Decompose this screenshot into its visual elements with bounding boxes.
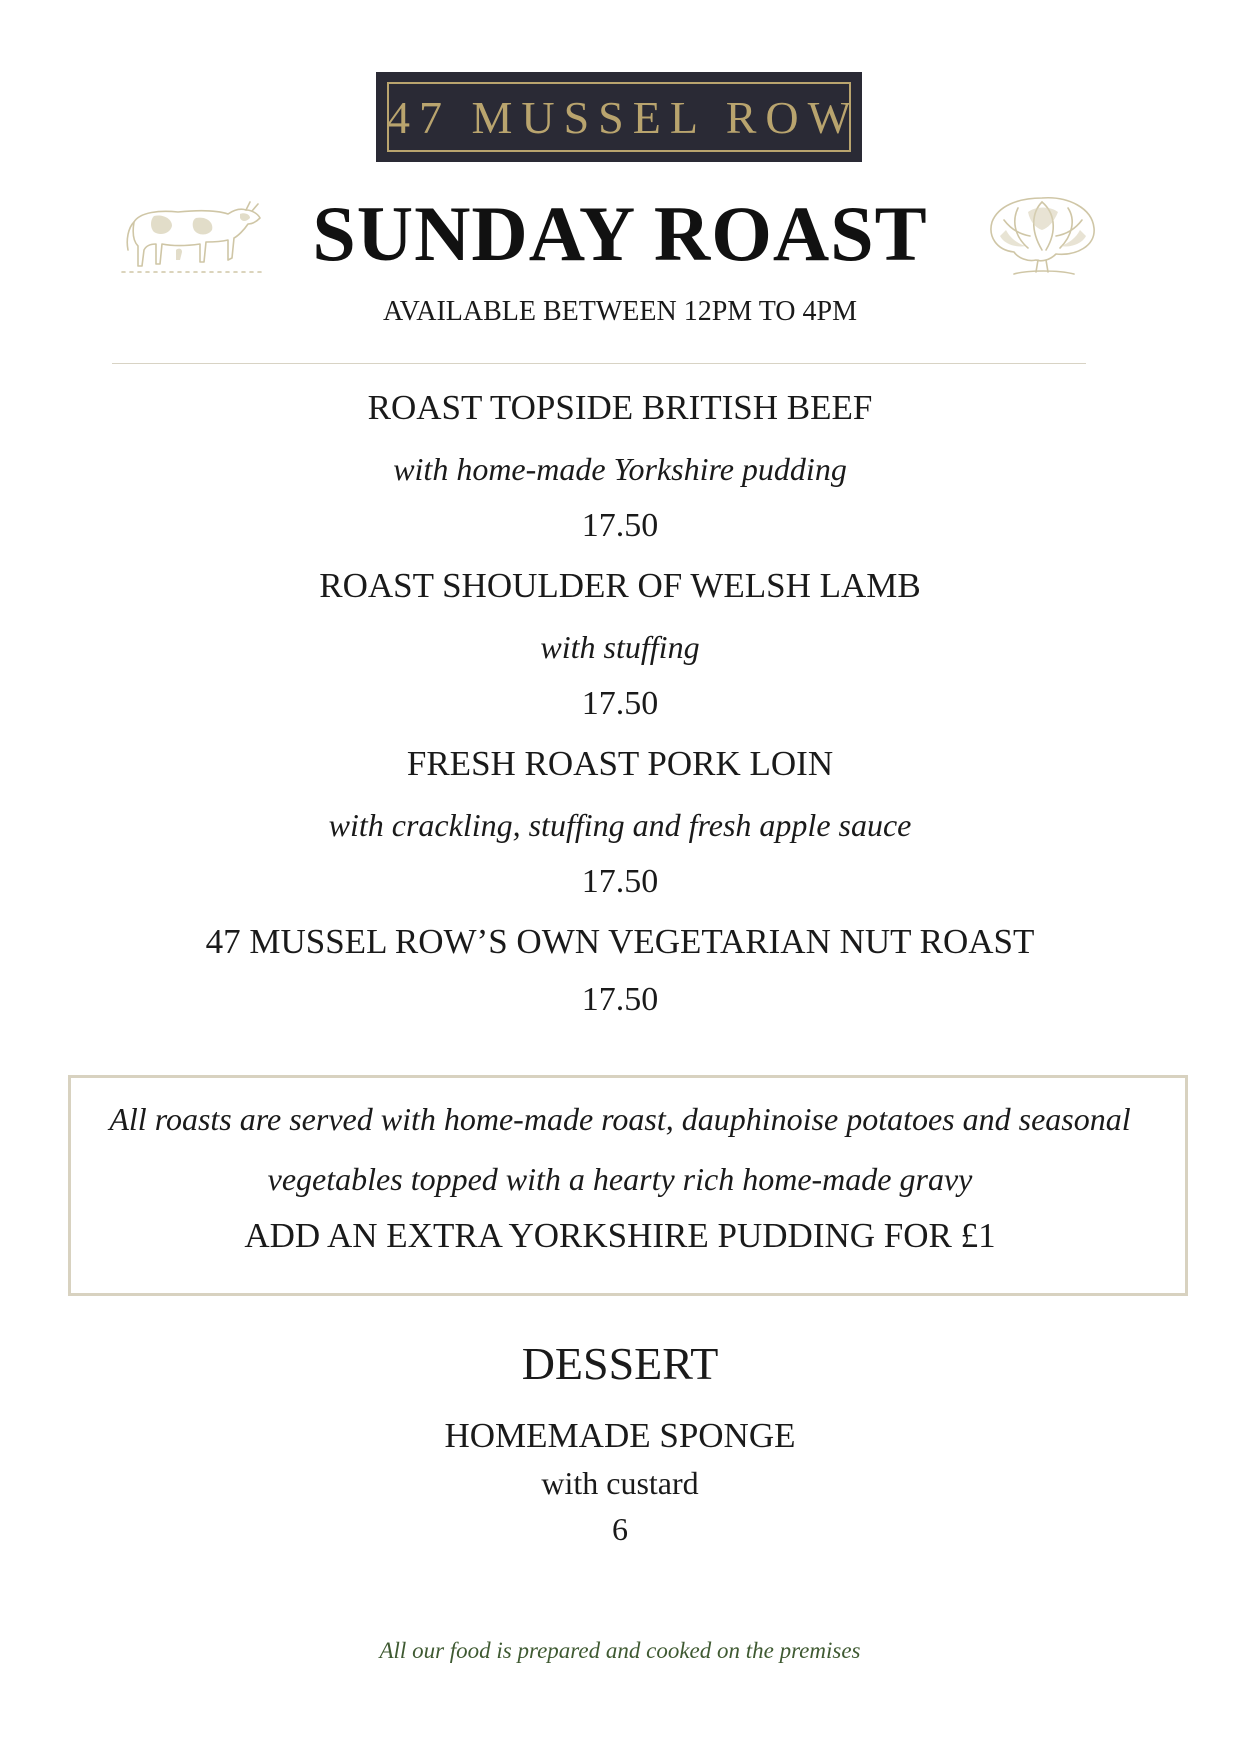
dessert-item-price: 6 — [612, 1511, 628, 1547]
menu-item-description: with stuffing — [540, 629, 700, 665]
dessert-heading: DESSERT — [521, 1338, 719, 1389]
dessert-item-description: with custard — [541, 1465, 699, 1501]
menu-item-name: FRESH ROAST PORK LOIN — [406, 744, 834, 783]
menu-item-name: 47 MUSSEL ROW’S OWN VEGETARIAN NUT ROAST — [205, 922, 1035, 961]
extra-yorkshire-note: ADD AN EXTRA YORKSHIRE PUDDING FOR £1 — [244, 1216, 996, 1255]
page-title: SUNDAY ROAST — [312, 190, 928, 277]
logo-text: 47 MUSSEL ROW — [386, 91, 861, 143]
dessert-item-name: HOMEMADE SPONGE — [444, 1416, 796, 1455]
menu-item-name: ROAST TOPSIDE BRITISH BEEF — [367, 388, 873, 427]
menu-item-name: ROAST SHOULDER OF WELSH LAMB — [319, 566, 921, 605]
menu-item-description: with home-made Yorkshire pudding — [393, 451, 847, 487]
menu-item-price: 17.50 — [581, 685, 659, 722]
divider — [112, 363, 1086, 364]
availability-text: AVAILABLE BETWEEN 12PM TO 4PM — [383, 296, 857, 327]
menu-item-description: with crackling, stuffing and fresh apple sauce — [328, 807, 912, 843]
menu-item-price: 17.50 — [581, 507, 659, 544]
menu-item-price: 17.50 — [581, 981, 659, 1018]
menu-item-price: 17.50 — [581, 863, 659, 900]
footer-note: All our food is prepared and cooked on the premises — [379, 1638, 861, 1663]
accompaniments-note-line: vegetables topped with a hearty rich home-made gravy — [267, 1161, 973, 1197]
restaurant-logo — [376, 72, 862, 162]
accompaniments-note-line: All roasts are served with home-made roast, dauphinoise potatoes and seasonal — [109, 1101, 1131, 1137]
logo-frame — [386, 82, 861, 152]
cabbage-illustration-icon — [984, 190, 1100, 280]
